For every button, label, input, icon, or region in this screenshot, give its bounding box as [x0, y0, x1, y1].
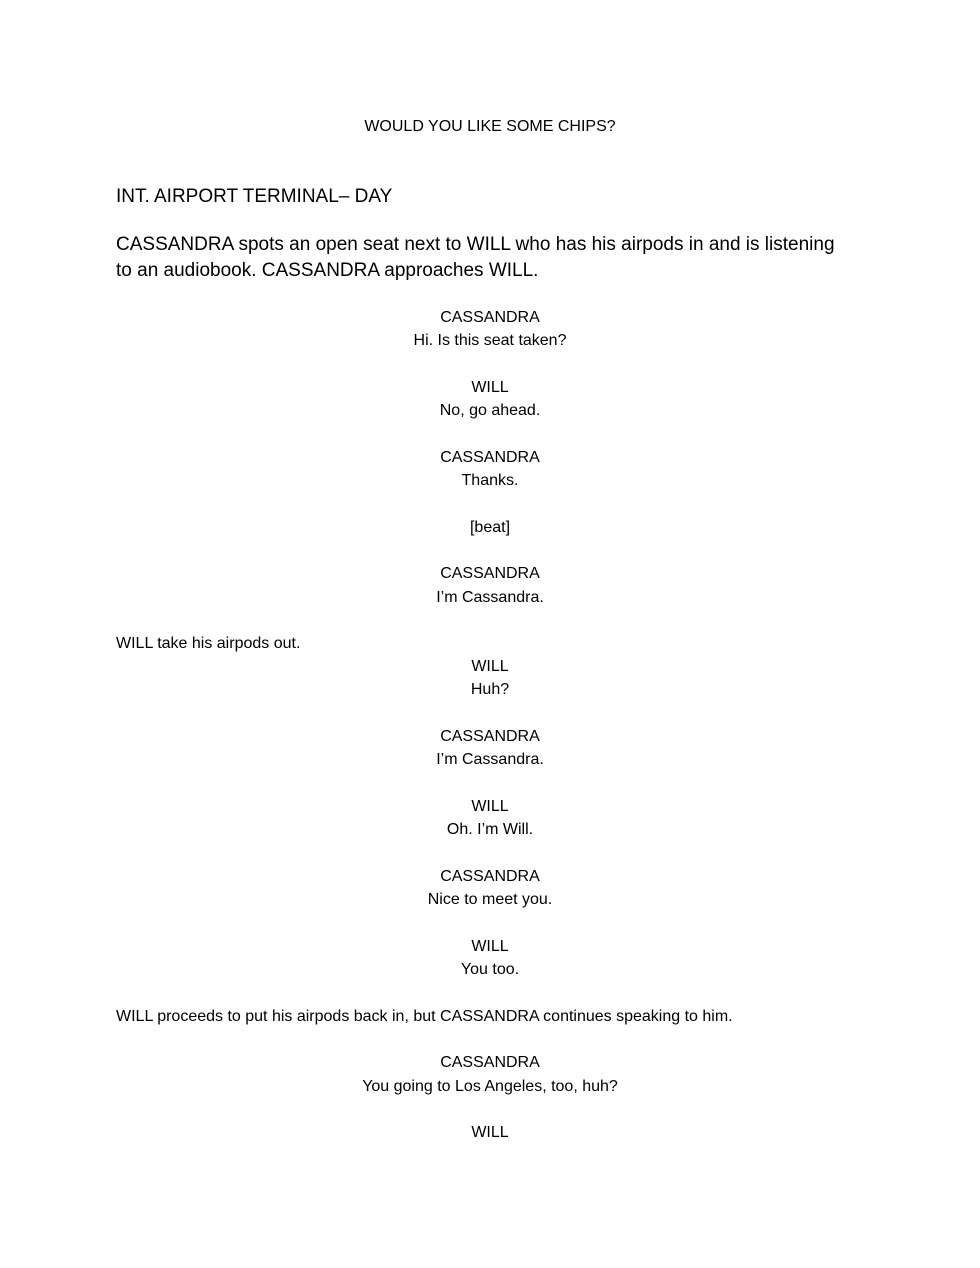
character-name: CASSANDRA	[440, 565, 540, 582]
dialogue-line: Nice to meet you.	[427, 891, 553, 908]
opening-action-line-2: to an audiobook. CASSANDRA approaches WILL.	[116, 260, 539, 281]
dialogue-line: You too.	[460, 961, 520, 978]
character-name: WILL	[471, 938, 509, 955]
dialogue-line: Huh?	[470, 681, 510, 698]
dialogue-line: I’m Cassandra.	[436, 589, 544, 606]
dialogue-line: No, go ahead.	[439, 402, 541, 419]
script-title: WOULD YOU LIKE SOME CHIPS?	[364, 118, 616, 135]
dialogue-line: Oh. I’m Will.	[446, 821, 534, 838]
action-line: WILL take his airpods out.	[116, 635, 301, 652]
dialogue-line: You going to Los Angeles, too, huh?	[362, 1078, 618, 1095]
dialogue-line: I’m Cassandra.	[436, 751, 544, 768]
opening-action-line-1: CASSANDRA spots an open seat next to WILL who has his airpods in and is listening	[116, 234, 835, 255]
character-name: CASSANDRA	[440, 1054, 540, 1071]
dialogue-line: Hi. Is this seat taken?	[413, 332, 567, 349]
character-name: CASSANDRA	[440, 449, 540, 466]
character-name: CASSANDRA	[440, 868, 540, 885]
character-name: WILL	[471, 658, 509, 675]
scene-heading: INT. AIRPORT TERMINAL– DAY	[116, 186, 393, 207]
character-name: WILL	[471, 1124, 509, 1141]
parenthetical: [beat]	[469, 519, 511, 536]
character-name: CASSANDRA	[440, 309, 540, 326]
character-name: WILL	[471, 379, 509, 396]
dialogue-line: Thanks.	[461, 472, 519, 489]
action-line: WILL proceeds to put his airpods back in, but CASSANDRA continues speaking to him.	[116, 1008, 733, 1025]
character-name: CASSANDRA	[440, 728, 540, 745]
character-name: WILL	[471, 798, 509, 815]
